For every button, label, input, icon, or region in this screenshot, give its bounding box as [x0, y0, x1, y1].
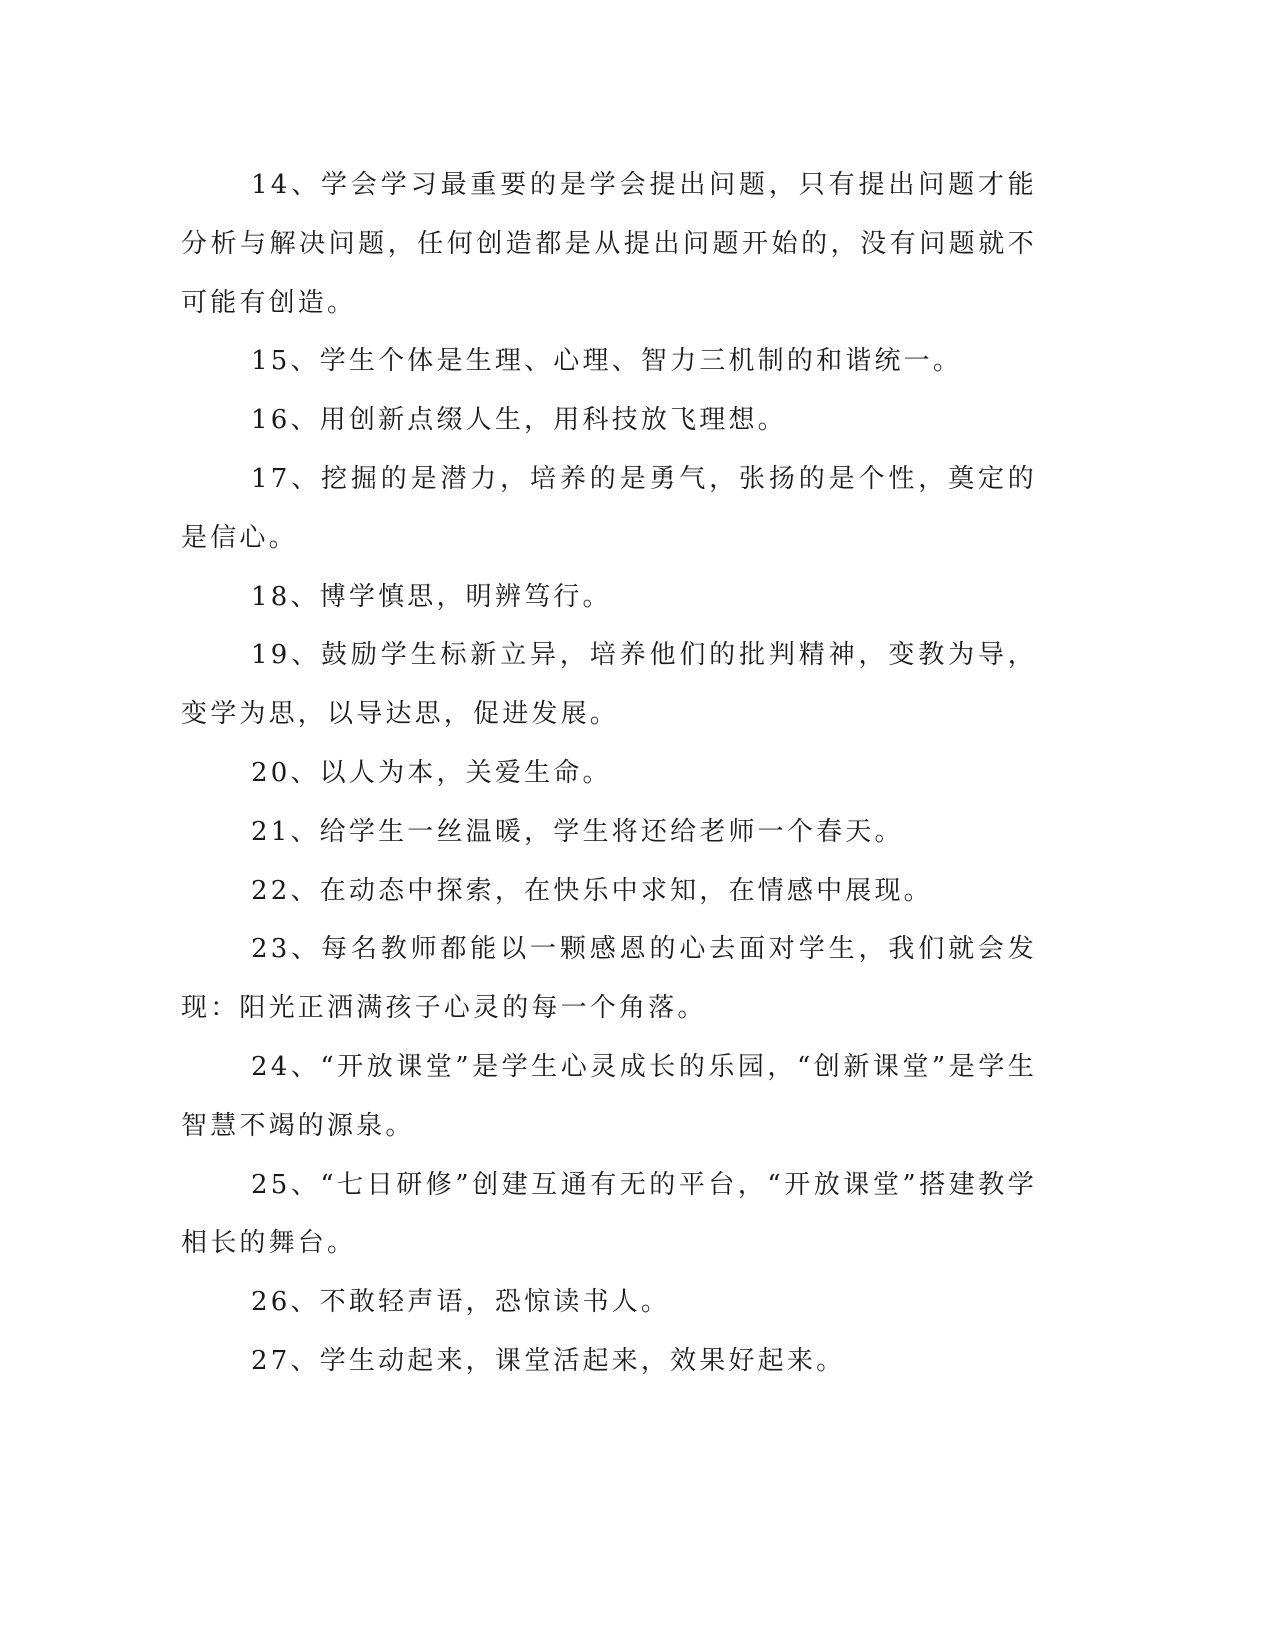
paragraph-27: 27、学生动起来，课堂活起来，效果好起来。: [251, 1345, 846, 1376]
paragraph-22: 22、在动态中探索，在快乐中求知，在情感中展现。: [251, 875, 933, 906]
paragraph-15: 15、学生个体是生理、心理、智力三机制的和谐统一。: [251, 346, 963, 377]
paragraph-19: 19、鼓励学生标新立异，培养他们的批判精神，变教为导，变学为思，以导达思，促进发展。: [181, 640, 1037, 730]
paragraph-20: 20、以人为本，关爱生命。: [251, 757, 612, 788]
paragraph-14: 14、学会学习最重要的是学会提出问题，只有提出问题才能分析与解决问题，任何创造都是从提出问题开始的，没有问题就不可能有创造。: [181, 170, 1037, 318]
paragraph-26: 26、不敢轻声语，恐惊读书人。: [251, 1287, 671, 1318]
paragraph-23: 23、每名教师都能以一颗感恩的心去面对学生，我们就会发现：阳光正洒满孩子心灵的每一个角落。: [181, 934, 1037, 1024]
paragraph-17: 17、挖掘的是潜力，培养的是勇气，张扬的是个性，奠定的是信心。: [181, 463, 1037, 553]
paragraph-24: 24、“开放课堂”是学生心灵成长的乐园，“创新课堂”是学生智慧不竭的源泉。: [181, 1051, 1037, 1141]
document-body: [181, 156, 1037, 1391]
paragraph-25: 25、“七日研修”创建互通有无的平台，“开放课堂”搭建教学相长的舞台。: [181, 1169, 1037, 1259]
paragraph-18: 18、博学慎思，明辨笃行。: [251, 581, 612, 612]
paragraph-21: 21、给学生一丝温暖，学生将还给老师一个春天。: [251, 816, 904, 847]
paragraph-16: 16、用创新点缀人生，用科技放飞理想。: [251, 405, 787, 436]
